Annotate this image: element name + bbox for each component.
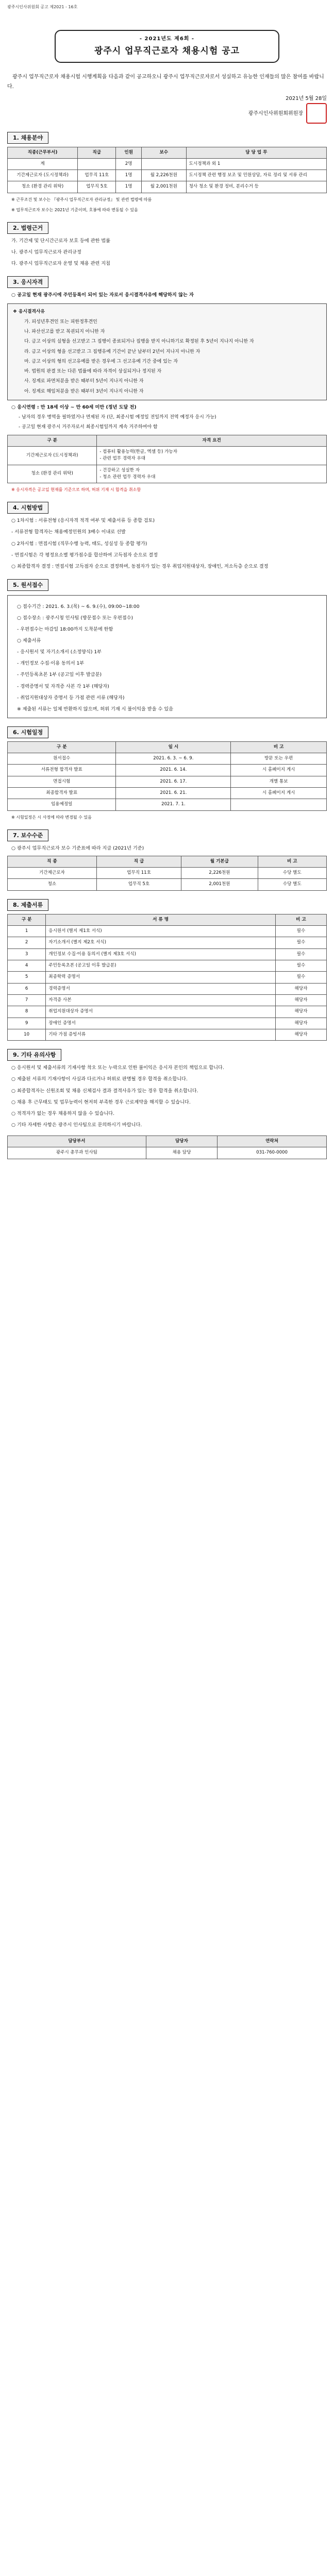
- col-header: 구 분: [8, 741, 116, 753]
- table-cell: 도시정책과 외 1: [186, 158, 326, 170]
- table-header-row: [8, 435, 327, 446]
- table-cell: 청소: [8, 879, 97, 890]
- table-cell: 방문 또는 우편: [231, 753, 327, 765]
- table-row: [8, 776, 327, 787]
- table-cell: 필수: [275, 926, 326, 937]
- table-row: [8, 799, 327, 810]
- official-seal: [306, 103, 327, 124]
- section-heading-qualification: 3. 응시자격: [7, 276, 48, 288]
- notes-list: [7, 1064, 327, 1129]
- table-cell: 최종합격자 발표: [8, 788, 116, 799]
- notice-item: ○ 적격자가 없는 경우 채용하지 않을 수 있습니다.: [11, 1110, 115, 1116]
- table-cell: 수당 별도: [258, 868, 326, 879]
- table-cell: 업무직 5호: [78, 181, 116, 193]
- announce-org: [7, 103, 327, 124]
- notice-item: ○ 최종합격자는 신원조회 및 채용 신체검사 결과 결격사유가 있는 경우 합격을 취소합니다.: [11, 1088, 198, 1094]
- table-row: [8, 879, 327, 890]
- section-heading-law: 2. 법령근거: [7, 222, 48, 234]
- disqualification-item: 사. 징계로 파면처분을 받은 때부터 5년이 지나지 아니한 자: [24, 379, 144, 384]
- table-cell: 주민등록초본 (공고일 이후 발급분): [46, 960, 276, 972]
- section-heading-application: 5. 원서접수: [7, 579, 48, 591]
- table-cell: 자기소개서 (별지 제2호 서식): [46, 937, 276, 948]
- table-cell: 2,001천원: [181, 879, 258, 890]
- table-cell: 응시원서 (별지 제1호 서식): [46, 926, 276, 937]
- col-header: 직종(근무부서): [8, 147, 78, 158]
- table-cell: [231, 799, 327, 810]
- table-cell: 2: [8, 937, 46, 948]
- table-cell: 해당자: [275, 1018, 326, 1029]
- application-item: ○ 접수기간 : 2021. 6. 3.(목) ~ 6. 9.(수), 09:00~18:00: [17, 603, 140, 609]
- col-header: 일 시: [116, 741, 231, 753]
- table-header-row: [8, 147, 327, 158]
- section-heading-recruit: 1. 채용분야: [7, 132, 48, 144]
- table-header-row: [8, 741, 327, 753]
- table-row: [8, 158, 327, 170]
- table-row: [8, 868, 327, 879]
- application-item: ○ 제출서류: [17, 638, 41, 644]
- col-header: 담당자: [146, 1136, 217, 1147]
- application-item: - 취업지원대상자 증명서 등 가점 관련 서류 (해당자): [17, 694, 125, 701]
- table-cell: 3: [8, 948, 46, 960]
- table-cell: 해당자: [275, 1006, 326, 1018]
- table-cell: 청소 (환경 관리 위탁): [8, 465, 97, 483]
- table-cell: 취업지원대상자 증명서: [46, 1006, 276, 1018]
- table-row: [8, 753, 327, 765]
- col-header: 직 급: [96, 856, 181, 867]
- table-cell: 필수: [275, 960, 326, 972]
- intro-text: 광주시 업무직근로자 채용시험 시행계획을 다음과 같이 공고하오니 광주시 업무직근로자로서 성실하고 유능한 인재들의 많은 참여를 바랍니다.: [7, 74, 324, 90]
- qualification-sub: - 남자의 경우 병역을 필하였거나 면제된 자 (단, 최종시험 예정일 전일까지 전역 예정자 응시 가능): [19, 415, 216, 420]
- table-cell: 원서접수: [8, 753, 116, 765]
- table-cell: 1: [8, 926, 46, 937]
- section-heading-notes: 9. 기타 유의사항: [7, 1049, 61, 1061]
- col-header: 서 류 명: [46, 914, 276, 925]
- table-cell: 도시정책 관련 행정 보조 및 민원상담, 자료 정리 및 서류 관리: [186, 170, 326, 181]
- top-note: 광주시인사위원회 공고 제2021 - 16호: [7, 5, 78, 9]
- law-item: 다. 광주시 업무직근로자 운영 및 채용 관련 지침: [11, 261, 110, 267]
- application-item: - 응시원서 및 자기소개서 (소정양식) 1부: [17, 649, 102, 655]
- notice-item: ○ 채용 후 근무태도 및 업무능력이 현저히 부족한 경우 근로계약을 해지할 수 있습니다.: [11, 1099, 191, 1105]
- table-cell: 서류전형 합격자 발표: [8, 765, 116, 776]
- recruit-table: [7, 147, 327, 193]
- table-cell: 시 홈페이지 게시: [231, 765, 327, 776]
- table-cell: 2021. 6. 14.: [116, 765, 231, 776]
- section-heading-method: 4. 시험방법: [7, 502, 48, 514]
- application-item: ○ 접수장소 : 광주시청 인사팀 (방문접수 또는 우편접수): [17, 615, 133, 621]
- pay-table: [7, 856, 327, 891]
- table-cell: 면접시험: [8, 776, 116, 787]
- notice-item: ○ 기타 자세한 사항은 광주시 인사팀으로 문의하시기 바랍니다.: [11, 1122, 142, 1128]
- col-header: 비 고: [258, 856, 326, 867]
- disqualification-box: [7, 303, 327, 400]
- application-item: - 경력증명서 및 자격증 사본 각 1부 (해당자): [17, 683, 109, 689]
- title-box: [55, 30, 279, 63]
- table-row: [8, 1006, 327, 1018]
- table-cell: 업무직 5호: [96, 879, 181, 890]
- contact-table: [7, 1136, 327, 1159]
- title-main: 광주시 업무직근로자 채용시험 공고: [94, 45, 240, 56]
- notice-item: ○ 응시원서 및 제출서류의 기재사항 착오 또는 누락으로 인한 불이익은 응시자 본인의 책임으로 합니다.: [11, 1065, 224, 1071]
- qualification-note: ※ 응시자격은 공고일 현재를 기준으로 하며, 허위 기재 시 합격을 취소함: [11, 487, 141, 493]
- table-cell: 8: [8, 1006, 46, 1018]
- table-row: [8, 765, 327, 776]
- table-cell: 해당자: [275, 1029, 326, 1040]
- disqualification-item: 바. 법원의 판결 또는 다른 법률에 따라 자격이 상실되거나 정지된 자: [24, 369, 162, 375]
- application-item: - 개인정보 수집·이용 동의서 1부: [17, 660, 85, 667]
- table-row: [8, 465, 327, 483]
- table-cell: 기타 가점 증빙서류: [46, 1029, 276, 1040]
- table-cell: 필수: [275, 948, 326, 960]
- table-cell: 수당 별도: [258, 879, 326, 890]
- title-sub: - 2021년도 제6회 -: [139, 36, 195, 42]
- announce-date: 2021년 5월 28일: [286, 96, 327, 101]
- table-cell: [141, 158, 186, 170]
- table-header-row: [8, 914, 327, 925]
- table-cell: 계: [8, 158, 78, 170]
- col-header: 인원: [116, 147, 142, 158]
- table-row: [8, 960, 327, 972]
- col-header: 월 기본급: [181, 856, 258, 867]
- application-item: - 우편접수는 마감일 18:00까지 도착분에 한함: [17, 626, 113, 633]
- notice-item: ○ 제출된 서류의 기재사항이 사실과 다르거나 허위로 판명될 경우 합격을 취소합니다.: [11, 1076, 188, 1082]
- col-header: 담당부서: [8, 1136, 146, 1147]
- table-cell: 업무직 11호: [96, 868, 181, 879]
- law-item: 나. 광주시 업무직근로자 관리규정: [11, 249, 81, 255]
- table-cell: 2021. 7. 1.: [116, 799, 231, 810]
- table-row: [8, 937, 327, 948]
- table-cell: - 건강하고 성실한 자 - 청소 관련 업무 경력자 우대: [97, 465, 327, 483]
- table-cell: 필수: [275, 972, 326, 983]
- table-cell: 기간제근로자 (도시정책과): [8, 447, 97, 465]
- documents-table: [7, 914, 327, 1041]
- table-cell: 청소 (환경 관리 위탁): [8, 181, 78, 193]
- qualification-intro: ○ 공고일 현재 광주시에 주민등록이 되어 있는 자로서 응시결격사유에 해당하지 않는 자: [11, 292, 194, 298]
- table-cell: 임용예정일: [8, 799, 116, 810]
- table-row: [8, 983, 327, 994]
- table-cell: 2021. 6. 3. ~ 6. 9.: [116, 753, 231, 765]
- table-row: [8, 972, 327, 983]
- table-row: [8, 995, 327, 1006]
- table-header-row: [8, 1136, 327, 1147]
- col-header: 비 고: [231, 741, 327, 753]
- table-cell: 7: [8, 995, 46, 1006]
- recruit-note-1: ※ 근무조건 및 보수는 『광주시 업무직근로자 관리규정』 및 관련 법령에 따름: [11, 197, 152, 202]
- table-cell: 1명: [116, 181, 142, 193]
- table-cell: 4: [8, 960, 46, 972]
- table-cell: 청사 청소 및 환경 정비, 분리수거 등: [186, 181, 326, 193]
- col-header: 비 고: [275, 914, 326, 925]
- table-row: [8, 1018, 327, 1029]
- table-row: [8, 1147, 327, 1159]
- table-header-row: [8, 856, 327, 867]
- disqualification-item: 가. 피성년후견인 또는 피한정후견인: [24, 319, 97, 325]
- table-cell: 장애인 증명서: [46, 1018, 276, 1029]
- table-cell: 1명: [116, 170, 142, 181]
- table-row: [8, 948, 327, 960]
- table-cell: 기간제근로자: [8, 868, 97, 879]
- table-cell: 해당자: [275, 983, 326, 994]
- col-header: 연락처: [218, 1136, 327, 1147]
- table-cell: 해당자: [275, 995, 326, 1006]
- table-cell: 최종학력 증명서: [46, 972, 276, 983]
- schedule-table: [7, 741, 327, 811]
- table-cell: 10: [8, 1029, 46, 1040]
- qualification-sub: - 공고일 현재 광주시 거주자로서 최종시험일까지 계속 거주하여야 함: [19, 425, 158, 430]
- table-row: [8, 170, 327, 181]
- disqualification-title: ❖ 응시결격사유: [13, 309, 45, 315]
- recruit-note-2: ※ 업무직근로자 보수는 2021년 기준이며, 호봉에 따라 변동될 수 있음: [11, 207, 138, 212]
- method-list: [7, 517, 327, 570]
- table-cell: 기간제근로자 (도시정책과): [8, 170, 78, 181]
- application-item: ※ 제출된 서류는 일체 반환하지 않으며, 허위 기재 시 불이익을 받을 수 있음: [17, 706, 174, 712]
- section-heading-documents: 8. 제출서류: [7, 899, 48, 911]
- section-heading-schedule: 6. 시험일정: [7, 726, 48, 738]
- table-cell: [78, 158, 116, 170]
- col-header: 담 당 업 무: [186, 147, 326, 158]
- table-cell: 경력증명서: [46, 983, 276, 994]
- table-row: [8, 181, 327, 193]
- org-name: 광주시인사위원회위원장: [248, 110, 303, 116]
- method-item: - 서류전형 합격자는 채용예정인원의 3배수 이내로 선발: [11, 529, 126, 535]
- disqualification-item: 아. 징계로 해임처분을 받은 때부터 3년이 지나지 아니한 자: [24, 388, 144, 394]
- application-item: - 주민등록초본 1부 (공고일 이후 발급분): [17, 672, 102, 678]
- col-header: 구 분: [8, 914, 46, 925]
- col-header: 직급: [78, 147, 116, 158]
- table-cell: 031-760-0000: [218, 1147, 327, 1159]
- table-row: [8, 447, 327, 465]
- pay-text: ○ 광주시 업무직근로자 보수 기준표에 따라 지급 (2021년 기준): [11, 845, 144, 851]
- col-header: 보수: [141, 147, 186, 158]
- law-item: 가. 기간제 및 단시간근로자 보호 등에 관한 법률: [11, 238, 110, 244]
- col-header: 직 종: [8, 856, 97, 867]
- method-item: ○ 최종합격자 결정 : 면접시험 고득점자 순으로 결정하며, 동점자가 있는 경우 취업지원대상자, 장애인, 저소득층 순으로 결정: [11, 563, 269, 569]
- section-heading-pay: 7. 보수수준: [7, 829, 48, 841]
- qualification-table: [7, 435, 327, 484]
- col-header: 구 분: [8, 435, 97, 446]
- table-cell: 자격증 사본: [46, 995, 276, 1006]
- application-box: [7, 595, 327, 718]
- table-row: [8, 926, 327, 937]
- table-cell: 월 2,226천원: [141, 170, 186, 181]
- disqualification-item: 다. 금고 이상의 실형을 선고받고 그 집행이 종료되거나 집행을 받지 아니하기로 확정된 후 5년이 지나지 아니한 자: [24, 339, 254, 345]
- table-cell: - 컴퓨터 활용능력(한글, 엑셀 등) 가능자 - 관련 업무 경력자 우대: [97, 447, 327, 465]
- table-cell: 9: [8, 1018, 46, 1029]
- schedule-note: ※ 시험일정은 시 사정에 따라 변경될 수 있음: [11, 815, 92, 820]
- table-row: [8, 1029, 327, 1040]
- disqualification-item: 나. 파산선고를 받고 복권되지 아니한 자: [24, 329, 105, 334]
- table-cell: 2021. 6. 21.: [116, 788, 231, 799]
- age-requirement: ○ 응시연령 : 만 18세 이상 ~ 만 60세 미만 (정년 도달 전): [11, 404, 137, 411]
- method-item: - 면접시험은 각 평정요소별 평가점수를 합산하여 고득점자 순으로 결정: [11, 552, 158, 558]
- table-cell: 채용 담당: [146, 1147, 217, 1159]
- table-cell: 개별 통보: [231, 776, 327, 787]
- table-cell: 광주시 총무과 인사팀: [8, 1147, 146, 1159]
- table-cell: 6: [8, 983, 46, 994]
- table-cell: 2,226천원: [181, 868, 258, 879]
- table-row: [8, 788, 327, 799]
- method-item: ○ 2차시험 : 면접시험 (직무수행 능력, 태도, 성실성 등 종합 평가): [11, 540, 147, 547]
- disqualification-item: 마. 금고 이상의 형의 선고유예를 받은 경우에 그 선고유예 기간 중에 있는 자: [24, 359, 178, 364]
- table-cell: 5: [8, 972, 46, 983]
- table-cell: 2021. 6. 17.: [116, 776, 231, 787]
- table-cell: 업무직 11호: [78, 170, 116, 181]
- document-body: [7, 72, 327, 1159]
- table-cell: 개인정보 수집·이용 동의서 (별지 제3호 서식): [46, 948, 276, 960]
- table-cell: 월 2,001천원: [141, 181, 186, 193]
- table-cell: 2명: [116, 158, 142, 170]
- disqualification-item: 라. 금고 이상의 형을 선고받고 그 집행유예 기간이 끝난 날부터 2년이 지나지 아니한 자: [24, 349, 201, 354]
- table-cell: 시 홈페이지 게시: [231, 788, 327, 799]
- method-item: ○ 1차시험 : 서류전형 (응시자격 적격 여부 및 제출서류 등 종합 검토): [11, 518, 155, 524]
- table-cell: 필수: [275, 937, 326, 948]
- col-header: 자격 요건: [97, 435, 327, 446]
